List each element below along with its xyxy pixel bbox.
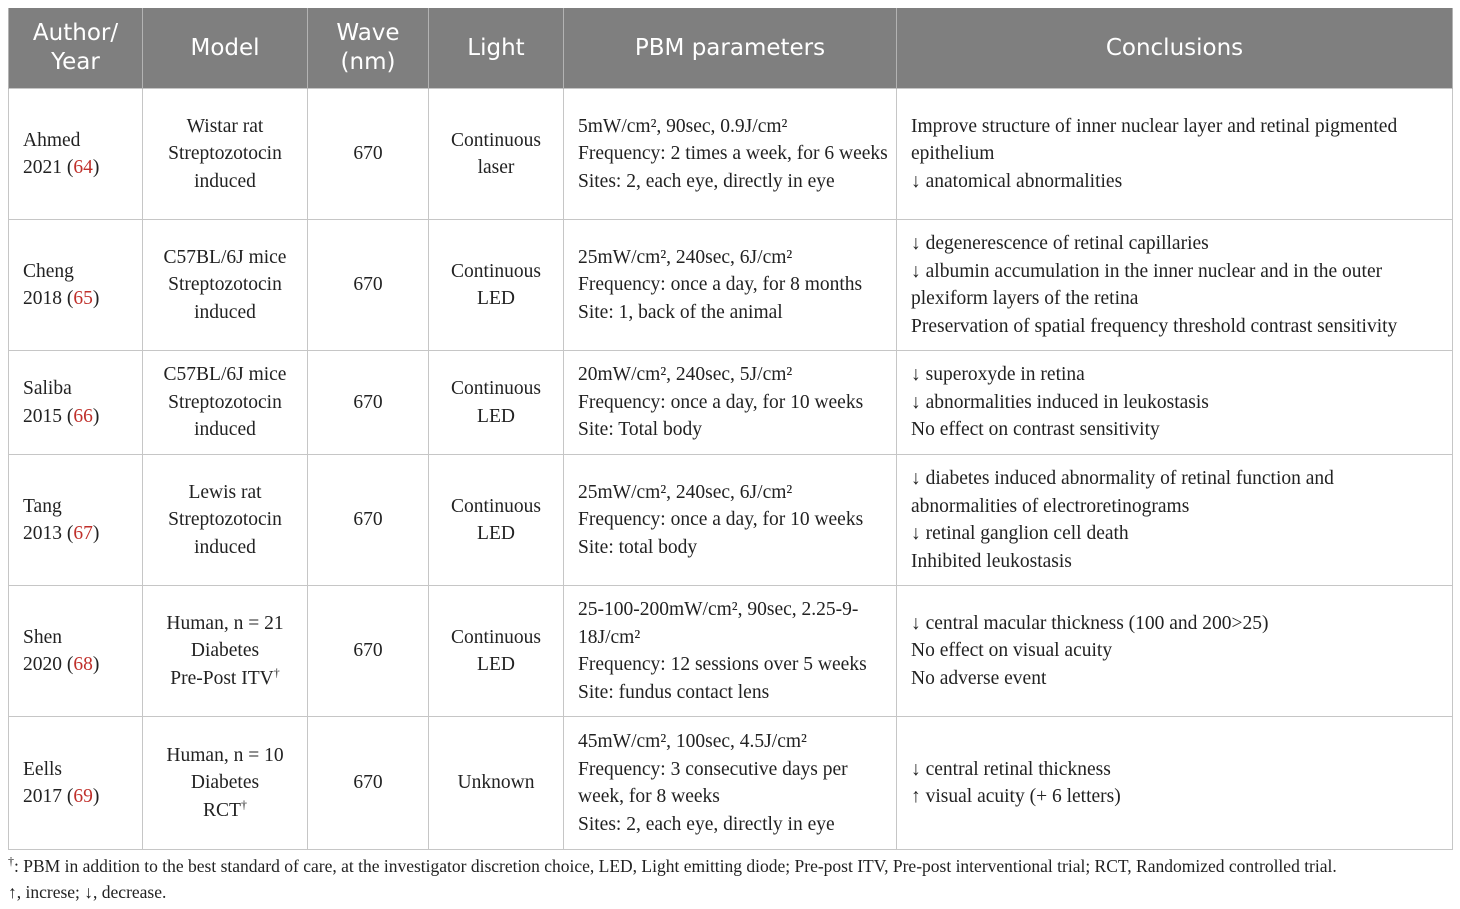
pbm-parameters-cell <box>564 89 897 220</box>
study-year: 2013 <box>23 523 62 544</box>
model-cell <box>143 717 308 850</box>
conclusion-line: Improve structure of inner nuclear layer and retinal pigmented epithelium <box>911 115 1398 165</box>
wave-cell: 670 <box>308 586 429 717</box>
model-line: Diabetes <box>190 640 260 662</box>
pbm-line: 25mW/cm², 240sec, 6J/cm² <box>578 246 793 268</box>
model-line: induced <box>194 170 256 192</box>
conclusions-cell <box>897 586 1453 717</box>
light-cell <box>429 586 564 717</box>
wave-cell: 670 <box>308 351 429 455</box>
model-line: Wistar rat <box>186 115 264 137</box>
conclusion-line: Preservation of spatial frequency threshold contrast sensitivity <box>911 315 1398 337</box>
light-line: LED <box>477 523 515 544</box>
reference-link[interactable]: 67 <box>73 523 93 544</box>
header-author-year: Author/ Year <box>9 8 143 89</box>
author-year-cell: Shen 2020 (68) <box>9 586 143 717</box>
header-wave: Wave (nm) <box>308 8 429 89</box>
pbm-line: Frequency: 12 sessions over 5 weeks <box>578 654 867 675</box>
light-cell <box>429 220 564 351</box>
dagger-mark: † <box>273 665 280 680</box>
model-line: Streptozotocin <box>168 143 282 165</box>
table-row <box>9 89 1453 220</box>
model-line: RCT <box>203 799 241 821</box>
pbm-line: 5mW/cm², 90sec, 0.9J/cm² <box>578 115 788 137</box>
model-line: Pre-Post ITV <box>170 667 274 689</box>
conclusion-line: Inhibited leukostasis <box>911 550 1072 572</box>
study-year: 2020 <box>23 654 62 675</box>
conclusion-line: ↓ abnormalities induced in leukostasis <box>911 391 1209 413</box>
footnote-text: : PBM in addition to the best standard of care, at the investigator discretion choice, LED, Light emitting diode; Pre-post ITV, Pre-post interventional trial; RCT, Randomized controlled trial. <box>14 856 1337 876</box>
study-year: 2017 <box>23 786 62 807</box>
pbm-line: Site: 1, back of the animal <box>578 301 783 323</box>
model-line: Streptozotocin <box>168 391 282 413</box>
pbm-line: Sites: 2, each eye, directly in eye <box>578 813 835 835</box>
light-cell <box>429 455 564 586</box>
pbm-studies-table <box>8 8 1453 850</box>
light-line: Continuous <box>451 495 541 517</box>
author-year-cell: Cheng 2018 (65) <box>9 220 143 351</box>
model-line: C57BL/6J mice <box>163 364 287 386</box>
model-line: Streptozotocin <box>168 509 282 531</box>
pbm-line: Site: fundus contact lens <box>578 681 770 703</box>
table-row <box>9 586 1453 717</box>
wave-cell: 670 <box>308 717 429 850</box>
pbm-line: 25-100-200mW/cm², 90sec, 2.25-9-18J/cm² <box>578 599 859 648</box>
conclusion-line: ↓ diabetes induced abnormality of retinal function and abnormalities of electroretinograms <box>911 468 1334 517</box>
conclusion-line: ↓ anatomical abnormalities <box>911 170 1123 192</box>
author-name: Ahmed <box>23 129 81 151</box>
pbm-parameters-cell <box>564 220 897 351</box>
pbm-line: Frequency: 3 consecutive days per week, for 8 weeks <box>578 758 848 807</box>
table-row <box>9 455 1453 586</box>
conclusions-cell <box>897 89 1453 220</box>
conclusion-line: ↓ central retinal thickness <box>911 758 1111 780</box>
light-line: LED <box>477 405 515 427</box>
reference-link[interactable]: 65 <box>73 288 93 309</box>
study-year: 2021 <box>23 157 62 178</box>
pbm-line: Frequency: once a day, for 8 months <box>578 274 863 296</box>
pbm-line: 45mW/cm², 100sec, 4.5J/cm² <box>578 731 807 752</box>
model-cell <box>143 220 308 351</box>
conclusion-line: No adverse event <box>911 667 1047 689</box>
pbm-parameters-cell <box>564 586 897 717</box>
conclusion-line: ↑ visual acuity (+ 6 letters) <box>911 786 1121 807</box>
header-light: Light <box>429 8 564 89</box>
pbm-line: Site: Total body <box>578 419 702 441</box>
author-name: Eells <box>23 758 62 780</box>
author-name: Tang <box>23 495 62 517</box>
reference-link[interactable]: 64 <box>73 157 93 178</box>
conclusion-line: ↓ superoxyde in retina <box>911 364 1085 386</box>
model-cell <box>143 351 308 455</box>
conclusion-line: ↓ retinal ganglion cell death <box>911 523 1129 544</box>
author-name: Cheng <box>23 260 74 282</box>
light-line: LED <box>477 654 515 675</box>
table-row <box>9 220 1453 351</box>
author-year-cell: Saliba 2015 (66) <box>9 351 143 455</box>
wave-cell: 670 <box>308 220 429 351</box>
model-cell <box>143 455 308 586</box>
author-year-cell: Eells 2017 (69) <box>9 717 143 850</box>
model-line: Lewis rat <box>188 481 262 503</box>
model-line: induced <box>194 301 256 323</box>
footnote-line-1 <box>8 853 1458 879</box>
model-line-with-mark <box>143 797 307 825</box>
conclusion-line: No effect on visual acuity <box>911 640 1113 662</box>
footnote-line-2: ↑, increse; ↓, decrease. <box>8 882 167 902</box>
header-model: Model <box>143 8 308 89</box>
wave-cell: 670 <box>308 89 429 220</box>
dagger-mark: † <box>8 854 14 869</box>
table-header-row <box>9 8 1453 89</box>
light-cell <box>429 717 564 850</box>
reference-link[interactable]: 69 <box>73 786 93 807</box>
conclusions-cell <box>897 455 1453 586</box>
reference-link[interactable]: 66 <box>73 405 93 427</box>
model-line: Streptozotocin <box>168 274 282 296</box>
conclusion-line: ↓ albumin accumulation in the inner nuclear and in the outer plexiform layers of the retina <box>911 260 1383 309</box>
light-line: Continuous <box>451 260 541 282</box>
pbm-line: Frequency: once a day, for 10 weeks <box>578 391 864 413</box>
table-row <box>9 717 1453 850</box>
conclusions-cell <box>897 351 1453 455</box>
pbm-line: Frequency: 2 times a week, for 6 weeks <box>578 143 888 165</box>
pbm-line: 20mW/cm², 240sec, 5J/cm² <box>578 364 793 386</box>
light-line: laser <box>477 157 515 178</box>
light-line: Continuous <box>451 129 541 151</box>
dagger-mark: † <box>240 797 247 812</box>
study-year: 2015 <box>23 405 62 427</box>
pbm-line: Site: total body <box>578 536 698 558</box>
author-year-cell: Tang 2013 (67) <box>9 455 143 586</box>
light-line: LED <box>477 288 515 309</box>
table-footnote <box>8 853 1458 905</box>
wave-cell: 670 <box>308 455 429 586</box>
model-cell <box>143 586 308 717</box>
pbm-parameters-cell <box>564 717 897 850</box>
study-year: 2018 <box>23 288 62 309</box>
model-line: Diabetes <box>190 772 260 794</box>
conclusion-line: No effect on contrast sensitivity <box>911 419 1160 441</box>
author-name: Saliba <box>23 378 72 399</box>
conclusions-cell <box>897 717 1453 850</box>
header-pbm-parameters: PBM parameters <box>564 8 897 89</box>
pbm-line: Frequency: once a day, for 10 weeks <box>578 509 864 531</box>
model-line: Human, n = 10 <box>166 744 284 766</box>
reference-link[interactable]: 68 <box>73 654 93 675</box>
light-line: Continuous <box>451 626 541 648</box>
light-line: Unknown <box>457 772 535 794</box>
light-line: Continuous <box>451 378 541 399</box>
conclusion-line: ↓ central macular thickness (100 and 200>25) <box>911 612 1269 634</box>
model-line: induced <box>194 419 256 441</box>
model-line: Human, n = 21 <box>166 612 284 634</box>
pbm-parameters-cell <box>564 455 897 586</box>
model-line-with-mark <box>143 665 307 693</box>
model-cell <box>143 89 308 220</box>
author-name: Shen <box>23 626 62 648</box>
model-line: induced <box>194 536 256 558</box>
author-year-cell: Ahmed 2021 (64) <box>9 89 143 220</box>
header-conclusions: Conclusions <box>897 8 1453 89</box>
light-cell <box>429 351 564 455</box>
conclusions-cell <box>897 220 1453 351</box>
conclusion-line: ↓ degenerescence of retinal capillaries <box>911 233 1209 254</box>
table-row <box>9 351 1453 455</box>
light-cell <box>429 89 564 220</box>
pbm-line: Sites: 2, each eye, directly in eye <box>578 170 835 192</box>
model-line: C57BL/6J mice <box>163 246 287 268</box>
pbm-line: 25mW/cm², 240sec, 6J/cm² <box>578 481 793 503</box>
pbm-parameters-cell <box>564 351 897 455</box>
